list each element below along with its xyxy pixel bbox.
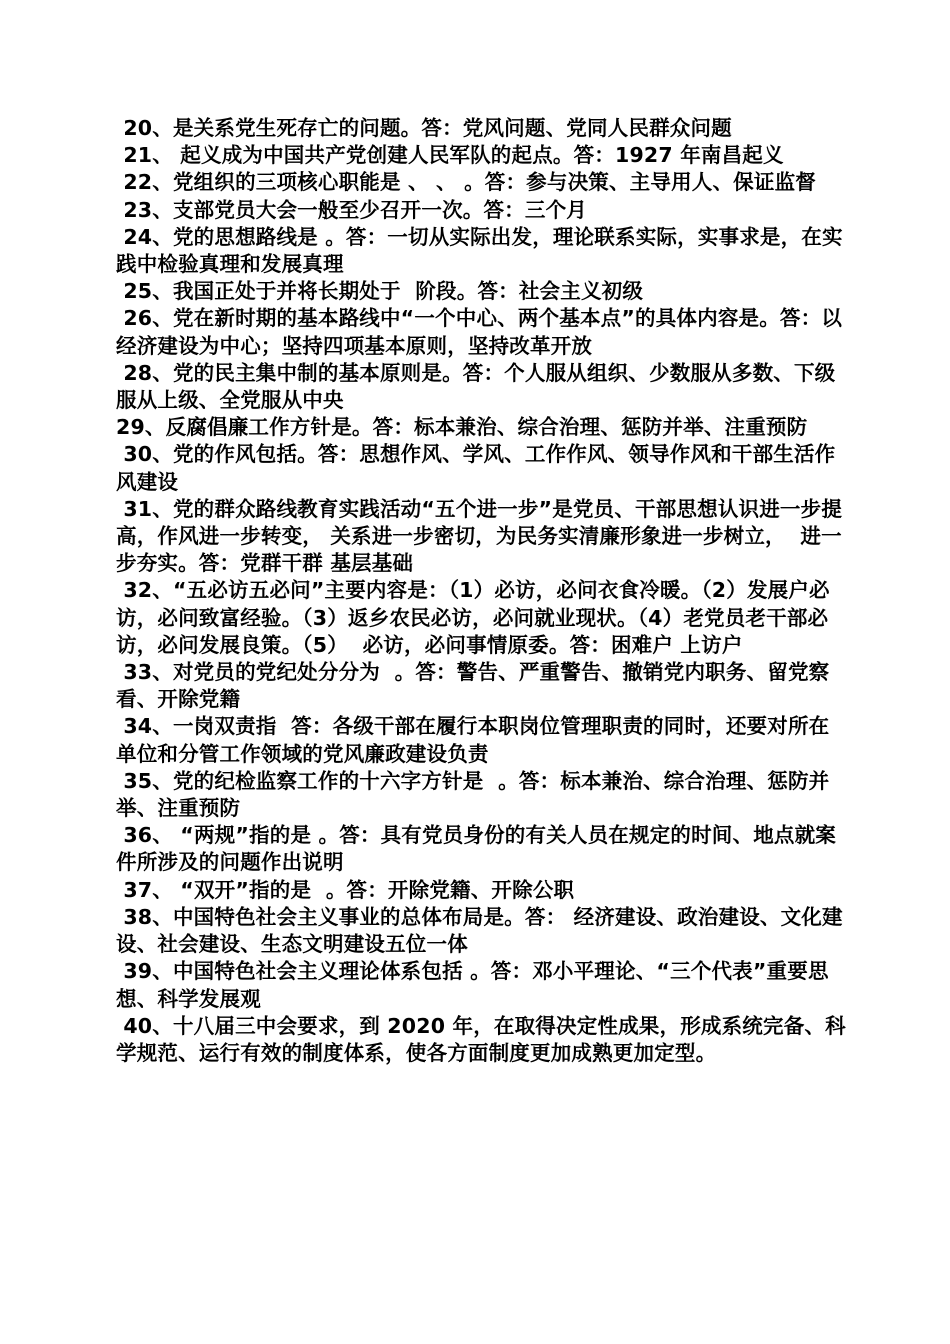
qa-item-22: 22、党组织的三项核心职能是 、 、 。答：参与决策、主导用人、保证监督 xyxy=(116,170,816,195)
qa-item-25: 25、我国正处于并将长期处于 阶段。答：社会主义初级 xyxy=(116,279,644,304)
qa-item-30: 30、党的作风包括。答：思想作风、学风、工作作风、领导作风和干部生活作风建设 xyxy=(116,442,836,494)
qa-item-39: 39、中国特色社会主义理论体系包括 。答：邓小平理论、“三个代表”重要思想、科学发展观 xyxy=(116,959,829,1011)
qa-item-23: 23、支部党员大会一般至少召开一次。答：三个月 xyxy=(116,197,587,222)
qa-item-37: 37、 “双开”指的是 。答：开除党籍、开除公职 xyxy=(116,877,575,902)
qa-item-21: 21、 起义成为中国共产党创建人民军队的起点。答：1927 年南昌起义 xyxy=(116,143,784,168)
qa-item-33: 33、对党员的党纪处分分为 。答：警告、严重警告、撤销党内职务、留党察看、开除党籍 xyxy=(116,660,830,712)
qa-item-29: 29、反腐倡廉工作方针是。答：标本兼治、综合治理、惩防并举、注重预防 xyxy=(116,415,808,440)
qa-item-38: 38、中国特色社会主义事业的总体布局是。答： 经济建设、政治建设、文化建设、社会建设、生态文明建设五位一体 xyxy=(116,904,843,957)
qa-item-20: 20、是关系党生死存亡的问题。答：党风问题、党同人民群众问题 xyxy=(116,116,732,140)
qa-item-35: 35、党的纪检监察工作的十六字方针是 。答：标本兼治、综合治理、惩防并举、注重预防 xyxy=(116,768,830,821)
qa-item-26: 26、党在新时期的基本路线中“一个中心、两个基本点”的具体内容是。答：以经济建设为中心；坚持四项基本原则，坚持改革开放 xyxy=(116,306,843,358)
qa-item-40: 40、十八届三中会要求，到 2020 年，在取得决定性成果，形成系统完备、科学规范、运行有效的制度体系，使各方面制度更加成熟更加定型。 xyxy=(116,1013,846,1065)
qa-item-36: 36、 “两规”指的是 。答：具有党员身份的有关人员在规定的时间、地点就案件所涉及的问题作出说明 xyxy=(116,823,836,875)
qa-item-32: 32、“五必访五必问”主要内容是：（1）必访，必问衣食冷暖。（2）发展户必访，必问致富经验。（3）返乡农民必访，必问就业现状。（4）老党员老干部必访，必问发展良策。（5） 必访，必问事情原委。答：困难户 上访户 xyxy=(116,578,830,657)
qa-item-28: 28、党的民主集中制的基本原则是。答：个人服从组织、少数服从多数、下级服从上级、全党服从中央 xyxy=(116,360,836,413)
document-body xyxy=(116,115,846,1067)
qa-item-24: 24、党的思想路线是 。答：一切从实际出发，理论联系实际，实事求是，在实践中检验真理和发展真理 xyxy=(116,224,843,277)
qa-item-34: 34、一岗双责指 答：各级干部在履行本职岗位管理职责的同时，还要对所在单位和分管工作领域的党风廉政建设负责 xyxy=(116,714,830,766)
qa-item-31: 31、党的群众路线教育实践活动“五个进一步”是党员、干部思想认识进一步提高，作风进一步转变， 关系进一步密切，为民务实清廉形象进一步树立， 进一步夯实。答：党群干群 基层基础 xyxy=(116,496,843,576)
